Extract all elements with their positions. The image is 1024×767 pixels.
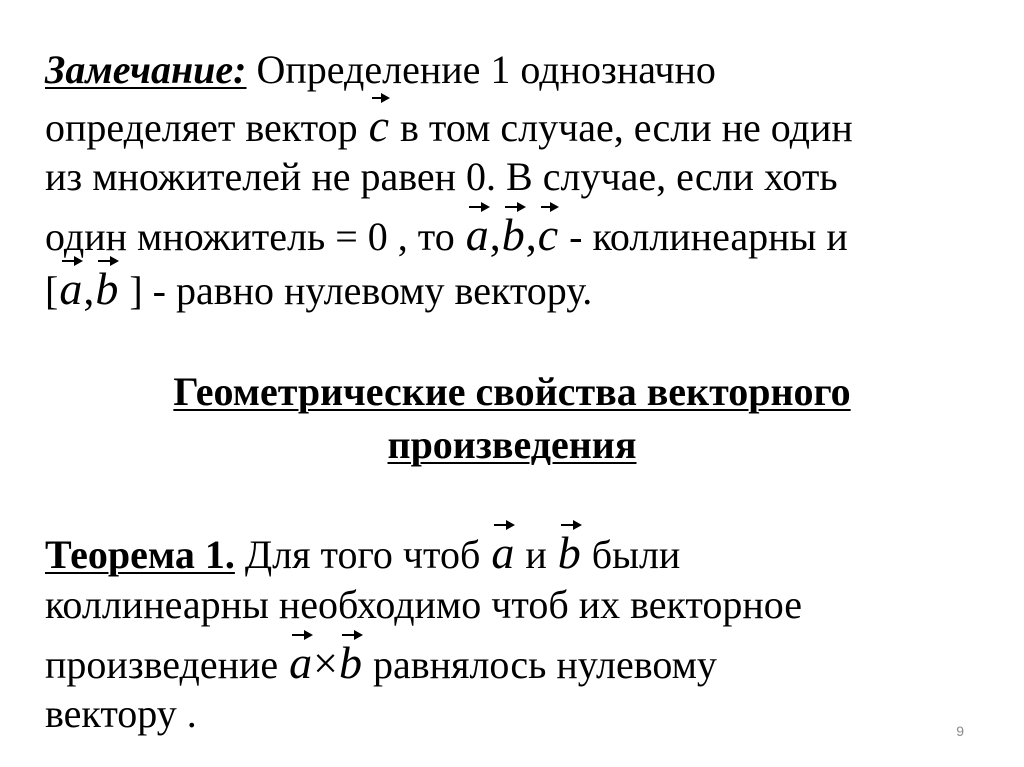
theorem-line-3-pre: произведение	[45, 642, 289, 687]
remark-line-5	[45, 263, 593, 314]
remark-line-4-post: - коллинеарны и	[559, 214, 848, 259]
remark-line-2-pre: определяет вектор	[45, 105, 368, 150]
section-heading-line-2: произведения	[387, 422, 637, 467]
vector-c: c	[537, 209, 559, 260]
remark-line-2-post: в том случае, если не один	[390, 105, 853, 150]
remark-label: Замечание:	[45, 47, 247, 92]
remark-line-4	[45, 209, 848, 260]
theorem-line-1-pre: Для того чтоб	[234, 532, 491, 577]
vector-b: b	[557, 527, 581, 578]
remark-line-3: из множителей не равен 0. В случае, если хоть	[45, 154, 838, 199]
remark-line-5-post: ] - равно нулевому вектору.	[119, 268, 593, 313]
vector-c: c	[368, 100, 390, 151]
vector-b: b	[339, 637, 362, 688]
vector-a: a	[465, 209, 489, 260]
comma-separator: ,	[489, 211, 501, 260]
vector-b: b	[95, 263, 119, 314]
vector-a: a	[491, 527, 515, 578]
open-bracket: [	[45, 268, 59, 313]
remark-line-1-text: Определение 1 однозначно	[246, 47, 716, 92]
theorem-line-4: вектору .	[45, 691, 197, 736]
cross-product-sign: ×	[313, 639, 338, 688]
section-heading-line-1: Геометрические свойства векторного	[173, 369, 851, 414]
vector-a: a	[59, 263, 83, 314]
comma-separator: ,	[525, 211, 537, 260]
vector-a: a	[289, 637, 313, 688]
remark-line-2	[45, 100, 853, 151]
theorem-line-3	[45, 637, 717, 688]
remark-line-1	[45, 47, 716, 92]
theorem-line-3-post: равнялось нулевому	[363, 642, 717, 687]
remark-line-4-pre: один множитель = 0 , то	[45, 214, 465, 259]
theorem-line-2: коллинеарны необходимо чтоб их векторное	[45, 582, 803, 627]
comma-separator: ,	[83, 265, 95, 314]
theorem-line-1-post: были	[581, 532, 681, 577]
vector-b: b	[501, 209, 525, 260]
theorem-label: Теорема 1.	[45, 532, 235, 577]
page-number: 9	[956, 723, 964, 739]
theorem-line-1-mid: и	[515, 532, 557, 577]
theorem-line-1	[45, 527, 681, 578]
